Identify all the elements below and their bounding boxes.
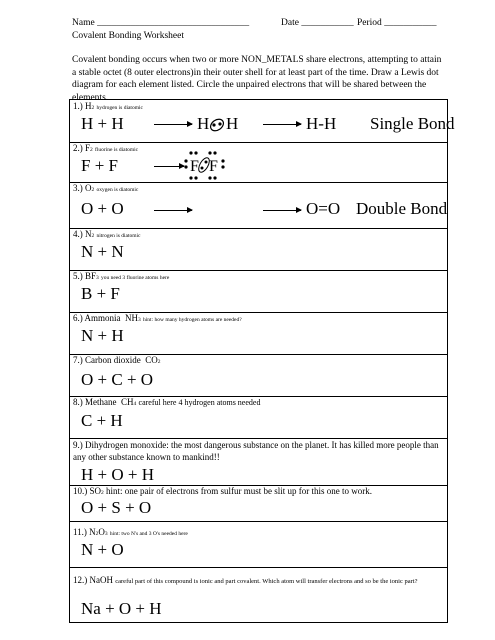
problem-10-label [73,486,372,496]
problem-note: fluorine is diatomic [95,147,139,153]
period-label: Period [357,18,382,28]
problem-4-equation: N + N [81,242,124,261]
arrow-icon [154,166,184,167]
problem-note: hint: how many hydrogen atoms are needed? [143,317,242,323]
date-blank: ___________ [301,18,354,28]
problem-number: 7.) [73,355,83,365]
problem-number: 8.) [73,397,83,407]
problem-11 [70,521,447,568]
lewis-f-left: F [190,158,199,175]
date-line[interactable] [281,18,354,28]
arrow-icon [263,124,301,125]
formula: N [85,229,92,239]
lewis-f-right: F [209,158,218,175]
fluorine-lewis-diagram-icon [183,148,227,182]
problem-9 [70,438,447,486]
problem-1-equation: H + H [81,114,124,133]
formula: SO [89,486,102,496]
formula: BF [85,271,97,281]
problem-3-equation: O + O [81,199,124,218]
problem-7-equation: O + C + O [81,370,154,389]
problem-6 [70,312,447,355]
problem-9-equation: H + O + H [81,465,155,484]
problem-number: 1.) [73,101,83,111]
arrow-icon [154,210,192,211]
problem-note: oxygen is diatomic [96,187,139,193]
formula: NH [125,313,139,323]
formula: NaOH [89,575,113,585]
problem-5-label [73,271,169,281]
problem-9-label: 9.) Dihydrogen monoxide: the most dangerous substance on the planet. It has killed more people than any other substance known to mankind!! [73,440,439,462]
formula-subscript: 2 [95,531,99,537]
problem-12-equation: Na + O + H [81,599,162,618]
problem-note: careful here 4 hydrogen atoms needed [138,398,261,407]
problem-1-label [73,101,143,111]
problem-4 [70,228,447,271]
compound-name: Methane [85,397,117,407]
formula-subscript: 2 [157,359,161,365]
problem-1 [70,100,455,143]
problem-4-label [73,229,141,239]
formula-oxygen: O [98,527,105,537]
problem-8 [70,396,447,439]
problem-6-label [73,313,242,323]
problem-12-label [73,574,443,588]
problem-number: 11.) [73,527,87,537]
formula-subscript: 2 [91,233,95,239]
period-line[interactable] [357,18,436,28]
formula-subscript: 2 [91,105,95,111]
lewis-h-right: H [226,114,239,133]
problem-note: hint: two N's and 3 O's needed here [109,531,188,537]
formula-subscript: 2 [91,187,95,193]
formula-subscript: 4 [133,401,137,407]
problem-note: you need 3 fluorine atoms here [101,275,170,281]
problem-6-equation: N + H [81,326,124,345]
formula: O [85,183,92,193]
problem-note: hint: one pair of electrons from sulfur must be slit up for this one to work. [106,486,372,496]
shared-pair-circle-icon [208,115,226,135]
compound-name: Ammonia [84,313,121,323]
formula-subscript: 2 [101,490,104,496]
problem-2-equation: F + F [81,156,118,175]
formula: CH [121,397,134,407]
problem-7 [70,354,447,397]
formula-subscript: 3 [104,531,108,537]
formula-subscript: 2 [90,147,93,153]
arrow-icon [154,124,192,125]
problem-11-label [73,527,188,537]
problem-7-label [73,355,161,365]
problem-10 [70,485,447,522]
problem-3-label [73,183,138,193]
problem-2-label [73,143,138,153]
problem-number: 4.) [73,229,83,239]
problem-note: hydrogen is diatomic [96,105,143,111]
problem-8-label [73,397,260,407]
intro-paragraph: Covalent bonding occurs when two or more NON_METALS share electrons, attempting to attain a stable octet (8 outer electrons)in their outer shell for at least part of the time. Draw a Lewis dot diagram for each element listed. Circle the unpaired electrons that will be shared between the elements. [72,55,442,103]
problem-note: careful part of this compound is ionic and part covalent. Which atom will transfer electrons and so be the ionic part? [115,578,418,585]
name-line[interactable] [72,18,249,28]
bond-type: Double Bond [356,199,448,218]
period-blank: ___________ [384,18,437,28]
structural-formula: H-H [306,114,337,133]
problem-number: 5.) [73,271,83,281]
name-label: Name [72,18,95,28]
formula-nitrogen: N [89,527,96,537]
problem-note: nitrogen is diatomic [96,233,141,239]
problems-table [69,99,455,623]
problem-11-equation: N + O [81,540,124,559]
problem-5 [70,270,447,313]
problem-2 [70,142,447,183]
formula: F [85,143,91,153]
problem-number: 12.) [73,575,88,585]
formula-subscript: 3 [96,275,99,281]
structural-formula: O=O [306,199,341,218]
problem-12 [70,567,447,624]
problem-5-equation: B + F [81,284,120,303]
bond-type: Single Bond [370,114,455,133]
compound-name: Carbon dioxide [85,355,141,365]
lewis-h-left: H [197,114,210,133]
date-label: Date [281,18,299,28]
problem-number: 6.) [73,313,83,323]
arrow-icon [263,210,301,211]
worksheet-title: Covalent Bonding Worksheet [72,31,184,41]
problem-8-equation: C + H [81,411,123,430]
problem-number: 2.) [73,143,83,153]
problem-number: 10.) [73,486,88,496]
formula: H [85,101,92,111]
problem-10-equation: O + S + O [81,498,152,517]
name-blank: ________________________________ [97,18,250,28]
formula: CO [145,355,158,365]
formula-subscript: 3 [138,317,141,323]
problem-number: 3.) [73,183,83,193]
problem-3 [70,182,447,229]
